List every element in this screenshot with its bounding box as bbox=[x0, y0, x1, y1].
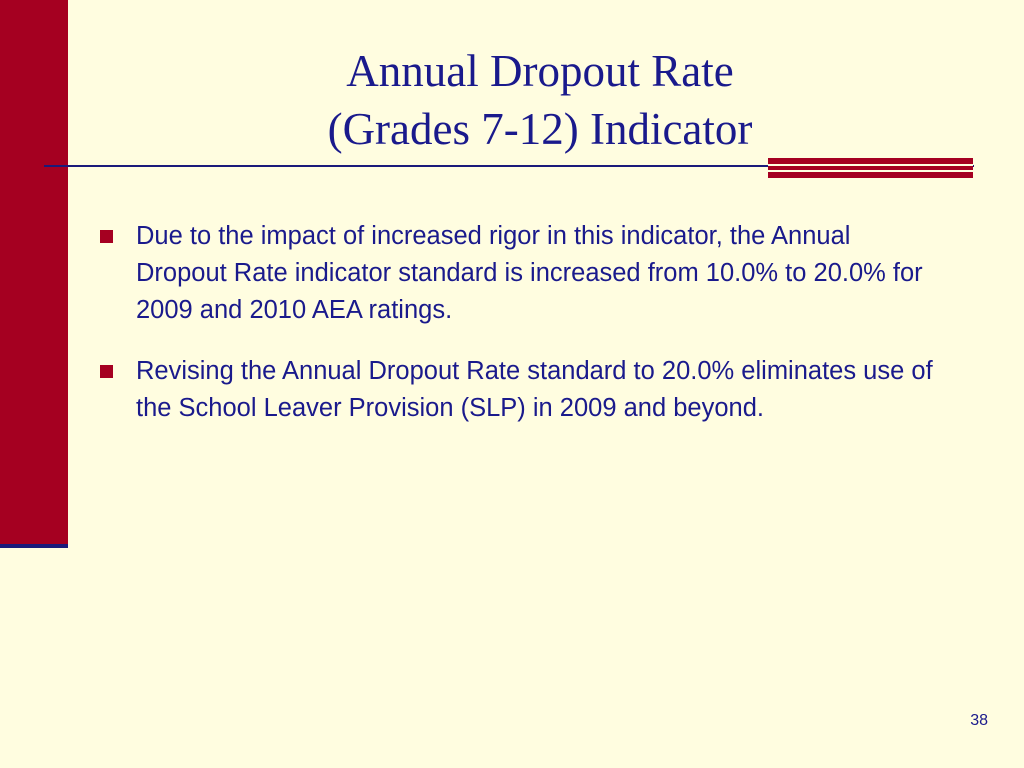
bullet-list bbox=[96, 218, 946, 451]
slide-title-line-2: (Grades 7-12) Indicator bbox=[327, 104, 753, 154]
left-accent-underline bbox=[0, 544, 68, 548]
bullet-text: Revising the Annual Dropout Rate standard to 20.0% eliminates use of the School Leaver Provision (SLP) in 2009 and beyond. bbox=[136, 357, 933, 422]
title-accent-stripes bbox=[768, 158, 973, 178]
square-bullet-icon bbox=[100, 230, 113, 243]
slide-title-line-1: Annual Dropout Rate bbox=[346, 46, 734, 96]
slide-title bbox=[100, 42, 980, 158]
bullet-item bbox=[96, 218, 946, 329]
bullet-item bbox=[96, 353, 946, 427]
left-accent-bar bbox=[0, 0, 68, 544]
page-number: 38 bbox=[970, 712, 988, 729]
square-bullet-icon bbox=[100, 365, 113, 378]
bullet-text: Due to the impact of increased rigor in this indicator, the Annual Dropout Rate indicator standard is increased from 10.0% to 20.0% for 2009 and 2010 AEA ratings. bbox=[136, 222, 923, 324]
